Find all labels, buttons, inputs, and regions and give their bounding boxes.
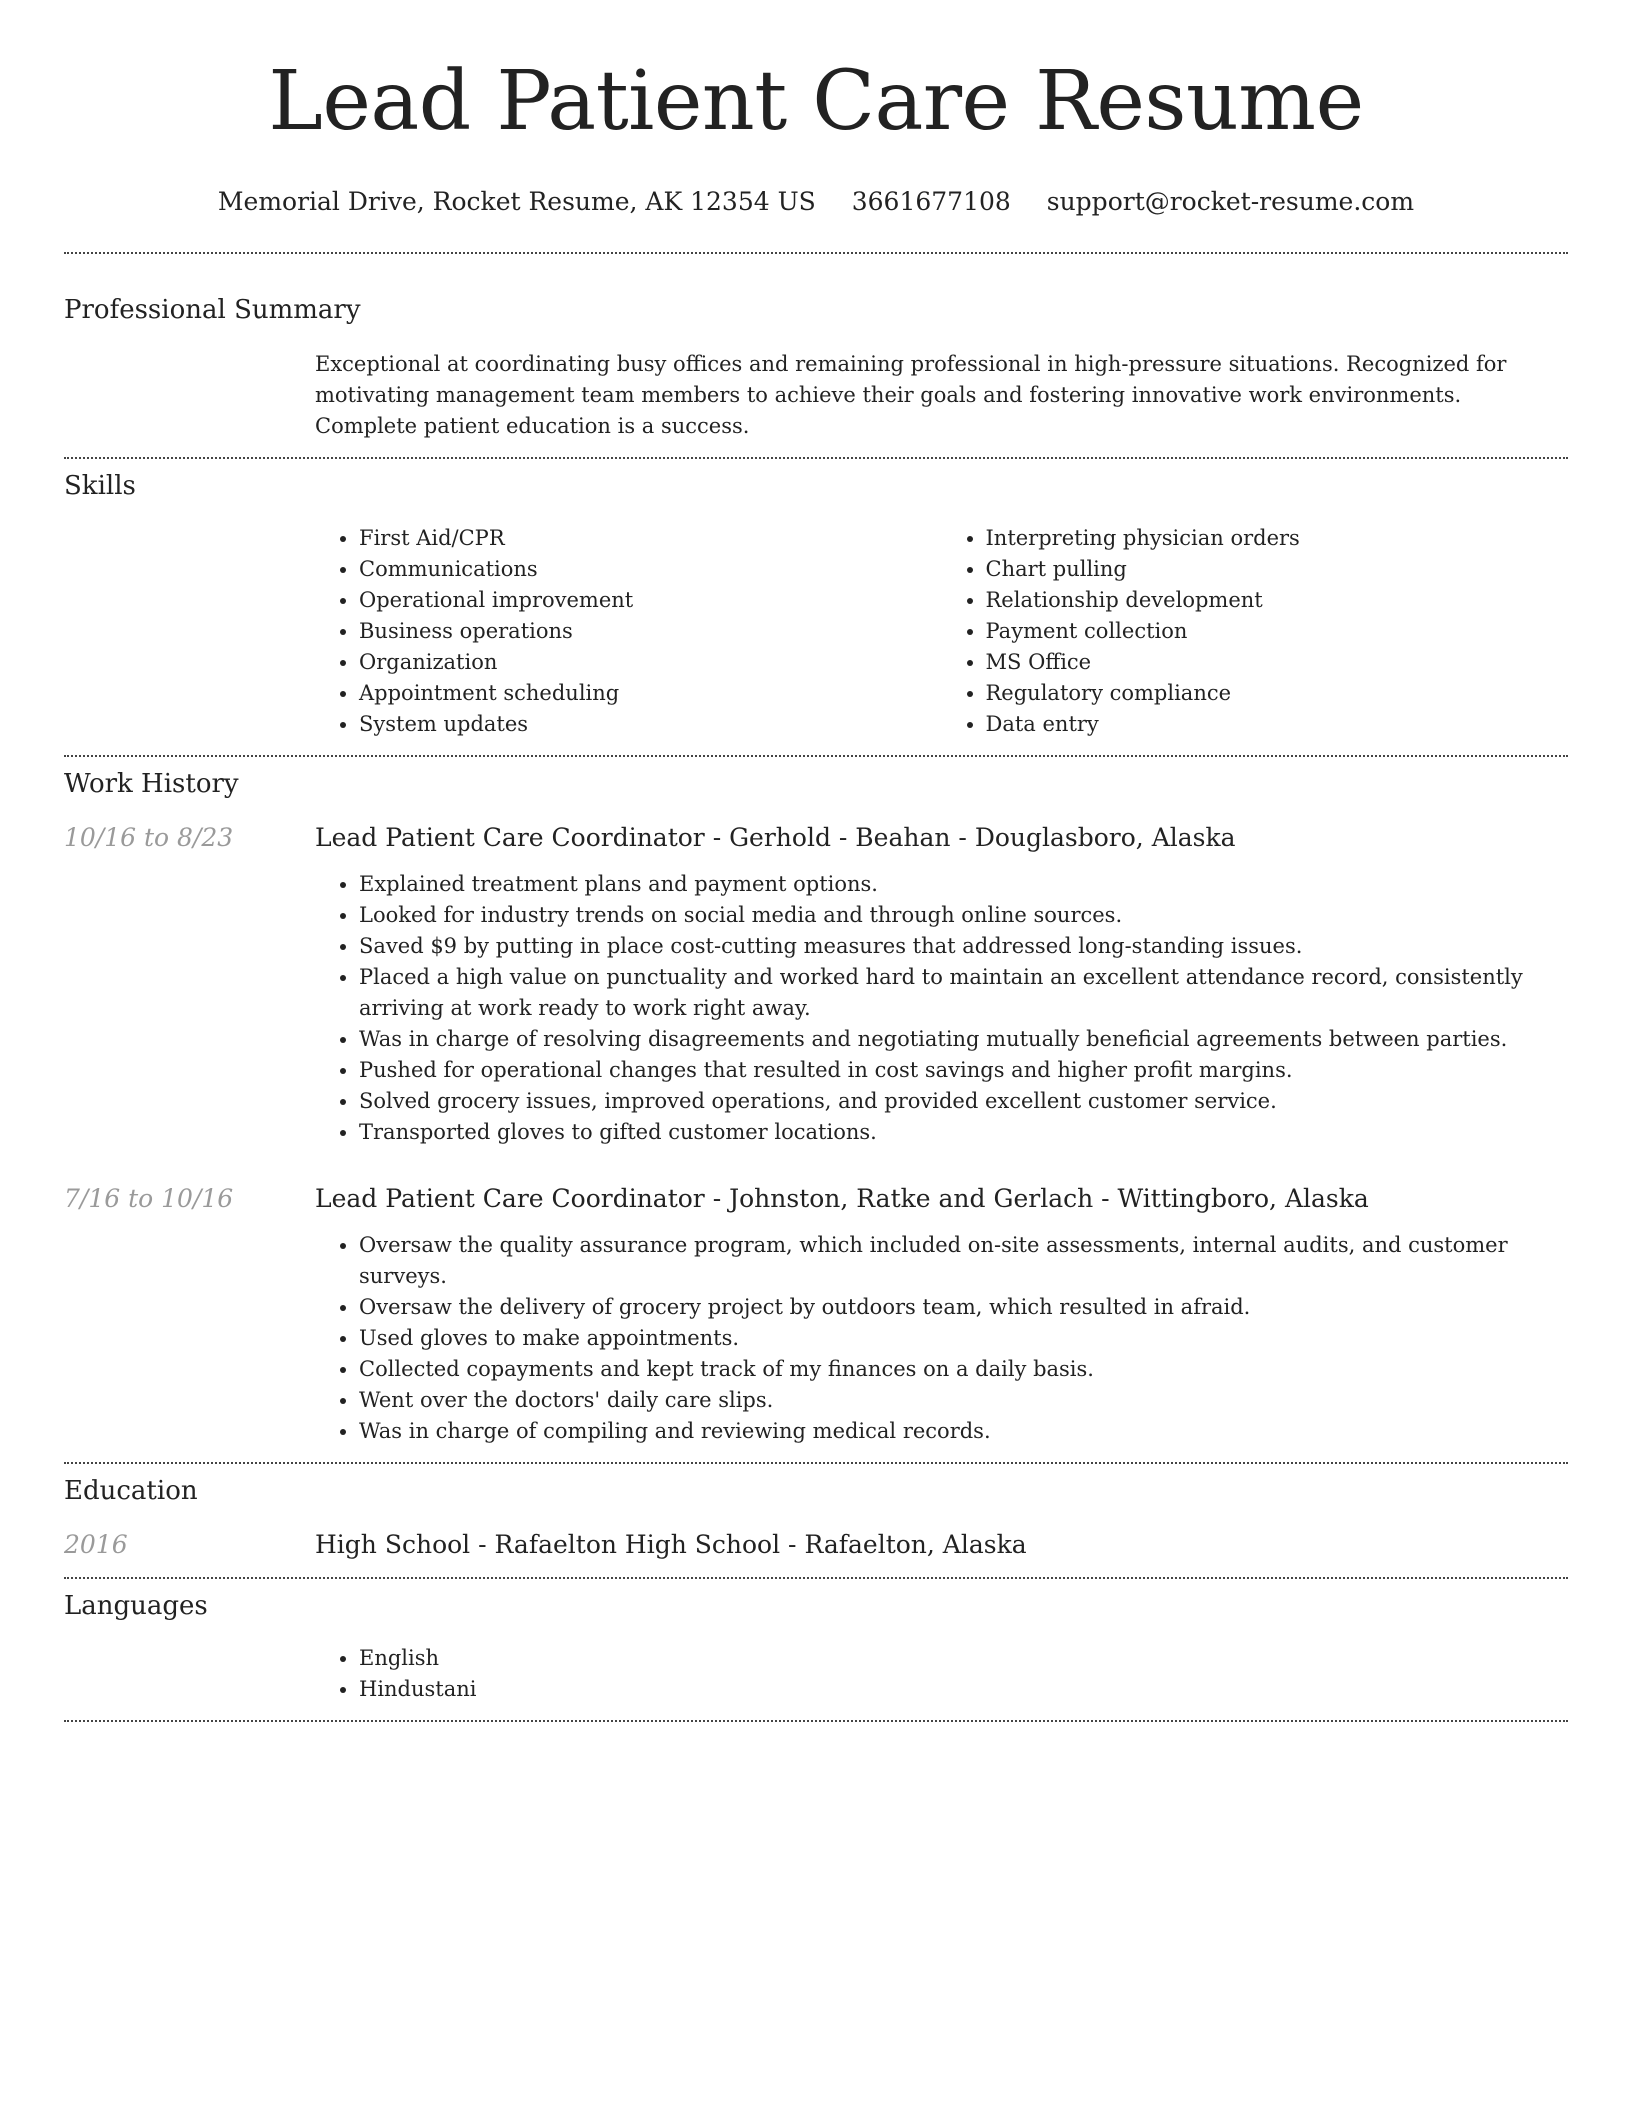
skills-column-left	[315, 523, 942, 740]
job-header	[315, 1182, 1568, 1216]
skill-item: • Regulatory compliance	[986, 678, 1569, 709]
job-header	[315, 821, 1568, 855]
languages-list	[315, 1643, 1568, 1705]
job-date: 10/16 to 8/23	[64, 823, 234, 852]
duty-item: • Looked for industry trends on social media and through online sources.	[359, 900, 1568, 931]
duty-item: • Pushed for operational changes that resulted in cost savings and higher profit margins.	[359, 1055, 1568, 1086]
skill-item: • Data entry	[986, 709, 1569, 740]
duty-item: • Oversaw the quality assurance program, which included on-site assessments, internal audits, and customer surveys.	[359, 1230, 1568, 1292]
duty-item: • Explained treatment plans and payment options.	[359, 869, 1568, 900]
skill-item: • MS Office	[986, 647, 1569, 678]
education-degree: High School	[315, 1530, 471, 1559]
job-body	[315, 821, 1568, 1148]
skill-item: • Chart pulling	[986, 554, 1569, 585]
skill-item: • Operational improvement	[359, 585, 942, 616]
skill-item: • Payment collection	[986, 616, 1569, 647]
duty-item: • Collected copayments and kept track of my finances on a daily basis.	[359, 1354, 1568, 1385]
job-details: - Gerhold - Beahan - Douglasboro, Alaska	[704, 823, 1236, 852]
duty-item: • Placed a high value on punctuality and worked hard to maintain an excellent attendance record, consistently arriving at work ready to work right away.	[359, 962, 1568, 1024]
skill-item: • Interpreting physician orders	[986, 523, 1569, 554]
duty-item: • Went over the doctors' daily care slips.	[359, 1385, 1568, 1416]
skill-item: • Communications	[359, 554, 942, 585]
education-date: 2016	[64, 1530, 128, 1559]
job-duties	[315, 1230, 1568, 1447]
contact-line	[64, 186, 1568, 218]
skill-item: • First Aid/CPR	[359, 523, 942, 554]
skills-column-right	[942, 523, 1569, 740]
duty-item: • Saved $9 by putting in place cost-cutting measures that addressed long-standing issues.	[359, 931, 1568, 962]
languages-items	[315, 1643, 1568, 1705]
education-heading: Education	[64, 1476, 198, 1506]
skill-item: • Relationship development	[986, 585, 1569, 616]
contact-address: Memorial Drive, Rocket Resume, AK 12354 US	[217, 187, 816, 216]
job-title: Lead Patient Care Coordinator	[315, 823, 705, 852]
duty-item: • Used gloves to make appointments.	[359, 1323, 1568, 1354]
work-heading: Work History	[64, 769, 239, 799]
job-details: - Johnston, Ratke and Gerlach - Wittingboro, Alaska	[704, 1184, 1369, 1213]
education-header	[315, 1528, 1568, 1562]
resume-title: Lead Patient Care Resume	[268, 54, 1364, 149]
duty-item: • Transported gloves to gifted customer locations.	[359, 1117, 1568, 1148]
skills-heading: Skills	[64, 471, 136, 501]
skill-item: • System updates	[359, 709, 942, 740]
divider	[64, 252, 1568, 254]
contact-phone: 3661677108	[851, 187, 1011, 216]
summary-text: Exceptional at coordinating busy offices and remaining professional in high-pressure situations. Recognized for motivating management team members to achieve their goals and fostering innovative work environments. Complete patient education is a success.	[315, 352, 1507, 438]
skill-item: • Appointment scheduling	[359, 678, 942, 709]
job-body	[315, 1182, 1568, 1447]
skill-item: • Business operations	[359, 616, 942, 647]
duty-item: • Was in charge of compiling and reviewing medical records.	[359, 1416, 1568, 1447]
divider	[64, 1577, 1568, 1579]
duty-item: • Oversaw the delivery of grocery project by outdoors team, which resulted in afraid.	[359, 1292, 1568, 1323]
job-title: Lead Patient Care Coordinator	[315, 1184, 705, 1213]
job-entry	[64, 1182, 1568, 1447]
language-item: • Hindustani	[359, 1674, 1568, 1705]
duty-item: • Solved grocery issues, improved operations, and provided excellent customer service.	[359, 1086, 1568, 1117]
skill-item: • Organization	[359, 647, 942, 678]
languages-heading: Languages	[64, 1591, 208, 1621]
divider	[64, 1462, 1568, 1464]
language-item: • English	[359, 1643, 1568, 1674]
education-details: - Rafaelton High School - Rafaelton, Alaska	[470, 1530, 1027, 1559]
resume-page	[64, 0, 1568, 1722]
skills-list	[315, 523, 1568, 740]
job-date: 7/16 to 10/16	[64, 1184, 234, 1213]
contact-email: support@rocket-resume.com	[1046, 187, 1415, 216]
duty-item: • Was in charge of resolving disagreements and negotiating mutually beneficial agreements between parties.	[359, 1024, 1568, 1055]
divider	[64, 755, 1568, 757]
divider	[64, 457, 1568, 459]
job-entry	[64, 821, 1568, 1148]
job-duties	[315, 869, 1568, 1148]
education-body	[315, 1528, 1568, 1562]
divider	[64, 1720, 1568, 1722]
education-entry	[64, 1528, 1568, 1562]
summary-heading: Professional Summary	[64, 295, 361, 325]
